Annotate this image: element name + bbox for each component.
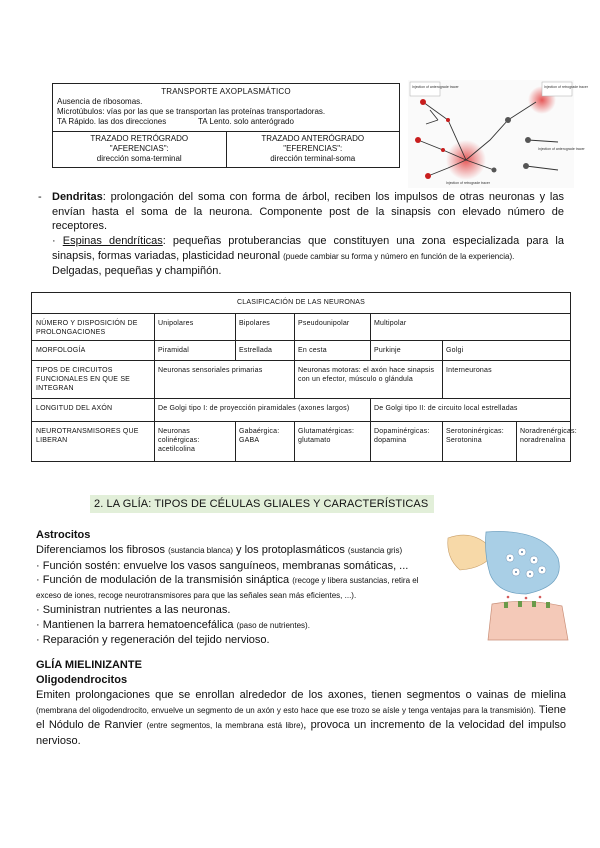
dendritas-bullet: - <box>38 191 42 203</box>
cell-en-cesta: En cesta <box>295 341 371 361</box>
cell-noradrenergicas: Noradrenérgicas: noradrenalina <box>517 422 571 462</box>
astro-line-4: exceso de iones, recoge neurotransmisores para que las señales sean más eficientes, ...). <box>36 590 357 600</box>
figure-label-bottom-left: Injection of retrograde tracer <box>446 181 490 185</box>
dendritas-text: : prolongación del soma con forma de árbol, reciben los impulsos de otras neuronas y las envían hasta el soma de la neurona. Componente post de la sinapsis con elevado número de receptores. <box>52 191 564 232</box>
cell-piramidal: Piramidal <box>155 341 236 361</box>
dendritas-paragraph <box>38 190 564 234</box>
transport-table-header <box>53 84 399 132</box>
row-label-circuitos: TIPOS DE CIRCUITOS FUNCIONALES EN QUE SE INTEGRAN <box>32 361 155 399</box>
figure-label-top-left: Injection of anterograde tracer <box>412 85 459 89</box>
astro-line-7: · Reparación y regeneración del tejido nervioso. <box>36 634 270 646</box>
cell-dopaminergicas: Dopaminérgicas: dopamina <box>371 422 443 462</box>
dendritas-term: Dendritas <box>52 191 103 203</box>
espinas-note: (puede cambiar su forma y número en función de la experiencia). <box>283 251 515 261</box>
espinas-shapes: Delgadas, pequeñas y champiñón. <box>52 265 222 277</box>
cell-golgi-tipo-2: De Golgi tipo II: de circuito local estrelladas <box>371 399 571 422</box>
astrocitos-text <box>36 543 444 648</box>
retrograde-title: TRAZADO RETRÓGRADO <box>90 134 189 143</box>
classification-title: CLASIFICACIÓN DE LAS NEURONAS <box>32 293 571 314</box>
espinas-term: Espinas dendríticas <box>62 235 163 247</box>
cell-pseudounipolar: Pseudounipolar <box>295 314 371 341</box>
oligodendrocitos-title: Oligodendrocitos <box>36 674 128 686</box>
transport-line-speeds <box>57 117 395 127</box>
astro-line-5: · Suministran nutrientes a las neuronas. <box>36 604 231 616</box>
figure-label-bottom-right: Injection of anterograde tracer <box>538 147 585 151</box>
row-label-neurotransmisores: NEUROTRANSMISORES QUE LIBERAN <box>32 422 155 462</box>
cell-colinergicas: Neuronas colinérgicas: acetilcolina <box>155 422 236 462</box>
retrograde-sub: "AFERENCIAS": <box>109 144 169 153</box>
astro-line-6: · Mantienen la barrera hematoencefálica (paso de nutrientes). <box>36 618 310 631</box>
cell-unipolares: Unipolares <box>155 314 236 341</box>
astro-line-3: · Función de modulación de la transmisión sináptica (recoge y libera sustancias, retira el <box>36 574 419 586</box>
transport-slow: TA Lento. solo anterógrado <box>198 117 294 126</box>
astrocyte-synapse-figure <box>446 528 574 640</box>
oligodendrocitos-text: Emiten prolongaciones que se enrollan alrededor de los axones, tienen segmentos o vainas de mielina (membrana del oligodendrocito, envuelve un segmento de un axón y esto hace que ese trozo se aísle y tenga ventajas para la transmisión). Tiene el Nódulo de Ranvier (entre segmentos, la membrana está libre), provoca un incremento de la velocidad del impulso nervioso. <box>36 689 567 747</box>
transport-trace-row <box>53 132 399 167</box>
cell-sensoriales: Neuronas sensoriales primarias <box>155 361 295 399</box>
anterograde-cell <box>226 132 400 167</box>
anterograde-direction: dirección terminal-soma <box>270 154 356 163</box>
astro-line-1: Diferenciamos los fibrosos (sustancia blanca) y los protoplasmáticos (sustancia gris) <box>36 544 403 556</box>
cell-motoras: Neuronas motoras: el axón hace sinapsis con un efector, músculo o glándula <box>295 361 443 399</box>
cell-purkinje: Purkinje <box>371 341 443 361</box>
espinas-paragraph <box>52 234 564 279</box>
cell-golgi: Golgi <box>443 341 571 361</box>
glia-section-heading: 2. LA GLÍA: TIPOS DE CÉLULAS GLIALES Y CARACTERÍSTICAS <box>90 495 434 513</box>
anterograde-title: TRAZADO ANTERÓGRADO <box>261 134 365 143</box>
astro-line-2: · Función sostén: envuelve los vasos sanguíneos, membranas somáticas, ... <box>36 559 409 572</box>
cell-glutamatergicas: Glutamatérgicas: glutamato <box>295 422 371 462</box>
cell-golgi-tipo-1: De Golgi tipo I: de proyección piramidales (axones largos) <box>155 399 371 422</box>
transport-line-microtubules: Microtúbulos: vías por las que se transportan las proteínas transportadoras. <box>57 107 326 116</box>
transport-line-ribosomes: Ausencia de ribosomas. <box>57 97 143 106</box>
figure-label-top-right: Injection of retrograde tracer <box>544 85 588 89</box>
anterograde-sub: "EFERENCIAS": <box>283 144 343 153</box>
glia-mielinizante-title: GLÍA MIELINIZANTE <box>36 659 142 671</box>
row-label-morfologia: MORFOLOGÍA <box>32 341 155 361</box>
cell-interneuronas: Interneuronas <box>443 361 571 399</box>
espinas-bullet: · <box>52 235 56 247</box>
retrograde-cell <box>53 132 226 167</box>
transport-fast: TA Rápido. las dos direcciones <box>57 117 167 126</box>
retrograde-direction: dirección soma-terminal <box>96 154 182 163</box>
cell-estrellada: Estrellada <box>236 341 295 361</box>
cell-serotoninergicas: Serotoninérgicas: Serotonina <box>443 422 517 462</box>
transport-table <box>52 83 400 168</box>
espinas-text: : pequeñas protuberancias que constituyen una zona especializada para la sinapsis, formas variadas, plasticidad neuronal <box>52 235 564 262</box>
cell-multipolar: Multipolar <box>371 314 571 341</box>
neuron-tracer-figure <box>408 80 588 188</box>
row-label-longitud-axon: LONGITUD DEL AXÓN <box>32 399 155 422</box>
postsynaptic-terminal <box>488 601 568 640</box>
classification-table <box>31 292 577 462</box>
transport-title: TRANSPORTE AXOPLASMÁTICO <box>161 87 291 96</box>
astrocitos-title: Astrocitos <box>36 529 91 541</box>
cell-gabaergica: Gabaérgica: GABA <box>236 422 295 462</box>
row-label-prolongaciones: NÚMERO Y DISPOSICIÓN DE PROLONGACIONES <box>32 314 155 341</box>
cell-bipolares: Bipolares <box>236 314 295 341</box>
